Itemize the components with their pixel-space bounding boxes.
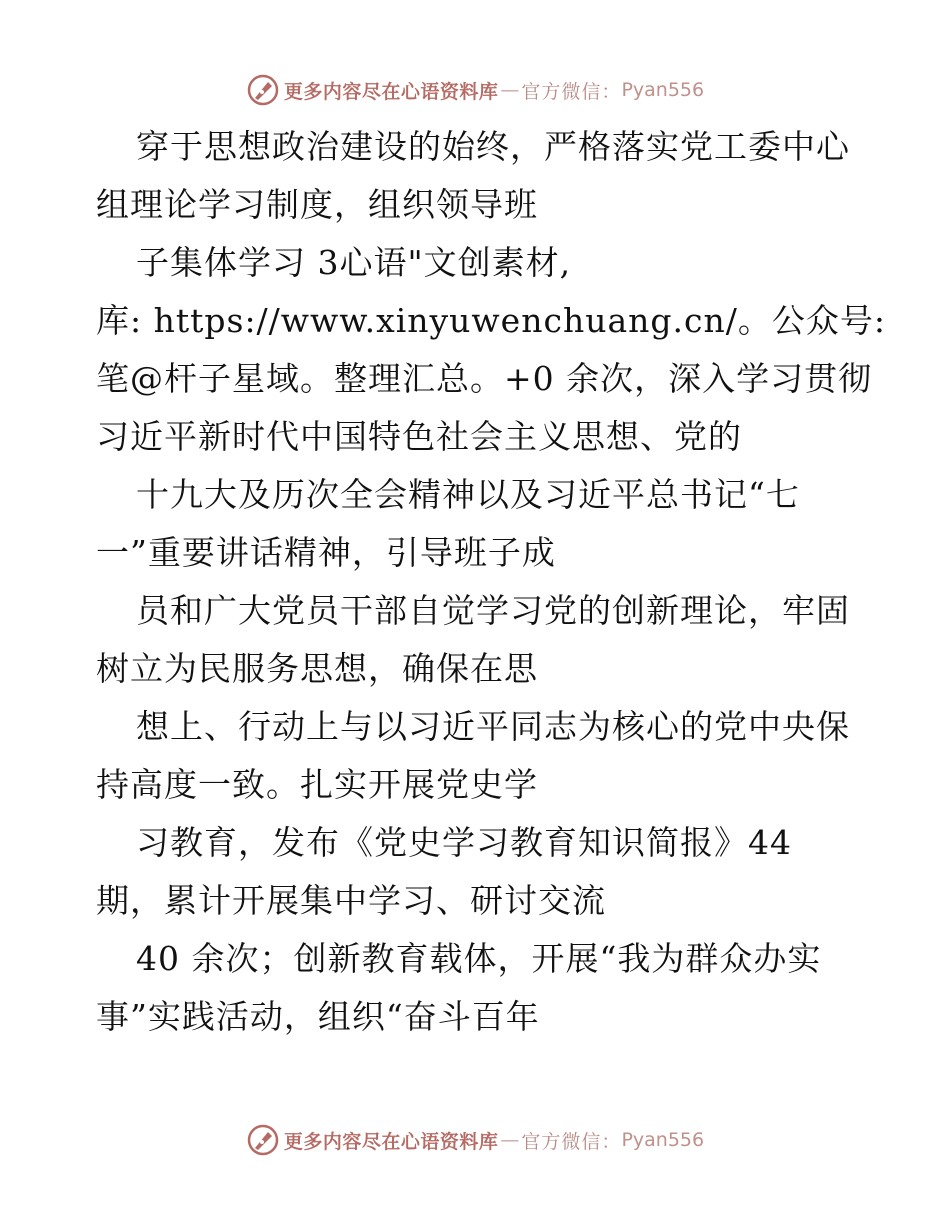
watermark-separator: — [500, 79, 520, 101]
body-line: 想上、行动上与以习近平同志为核心的党中央保 [136, 707, 850, 746]
body-line: 一”重要讲话精神，引导班子成 [96, 533, 556, 572]
body-line: 十九大及历次全会精神以及习近平总书记“七 [136, 475, 800, 514]
body-line: 组理论学习制度，组织领导班 [96, 185, 538, 224]
body-line: 期，累计开展集中学习、研讨交流 [96, 881, 606, 920]
watermark-wechat-label: 官方微信： [521, 1130, 622, 1153]
body-line: 员和广大党员干部自觉学习党的创新理论，牢固 [136, 591, 850, 630]
watermark-footer [0, 1120, 950, 1160]
body-line: 穿于思想政治建设的始终，严格落实党工委中心 [136, 127, 850, 166]
body-line: 习近平新时代中国特色社会主义思想、党的 [96, 417, 742, 456]
watermark-separator: — [500, 1129, 520, 1151]
body-line: 笔@杆子星域。整理汇总。+0 余次，深入学习贯彻 [96, 359, 873, 398]
document-body [96, 118, 886, 1046]
watermark-wechat-handle: Pyan556 [621, 79, 705, 101]
watermark-header [0, 70, 950, 110]
body-line: 习教育，发布《党史学习教育知识简报》44 [136, 823, 792, 862]
watermark-wechat-handle: Pyan556 [621, 1129, 705, 1151]
pen-nib-circle-icon [246, 73, 280, 107]
body-line: 库: https://www.xinyuwenchuang.cn/。公众号: [96, 301, 886, 340]
watermark-site-text: 更多内容尽在心语资料库 [283, 80, 499, 103]
body-line: 树立为民服务思想，确保在思 [96, 649, 538, 688]
body-line: 子集体学习 3心语"文创素材, [136, 243, 572, 282]
body-line: 40 余次；创新教育载体，开展“我为群众办实 [136, 939, 822, 978]
watermark-wechat-label: 官方微信： [521, 80, 622, 103]
pen-nib-circle-icon [246, 1123, 280, 1157]
body-line: 持高度一致。扎实开展党史学 [96, 765, 538, 804]
body-line: 事”实践活动，组织“奋斗百年 [96, 997, 540, 1036]
watermark-site-text: 更多内容尽在心语资料库 [283, 1130, 499, 1153]
